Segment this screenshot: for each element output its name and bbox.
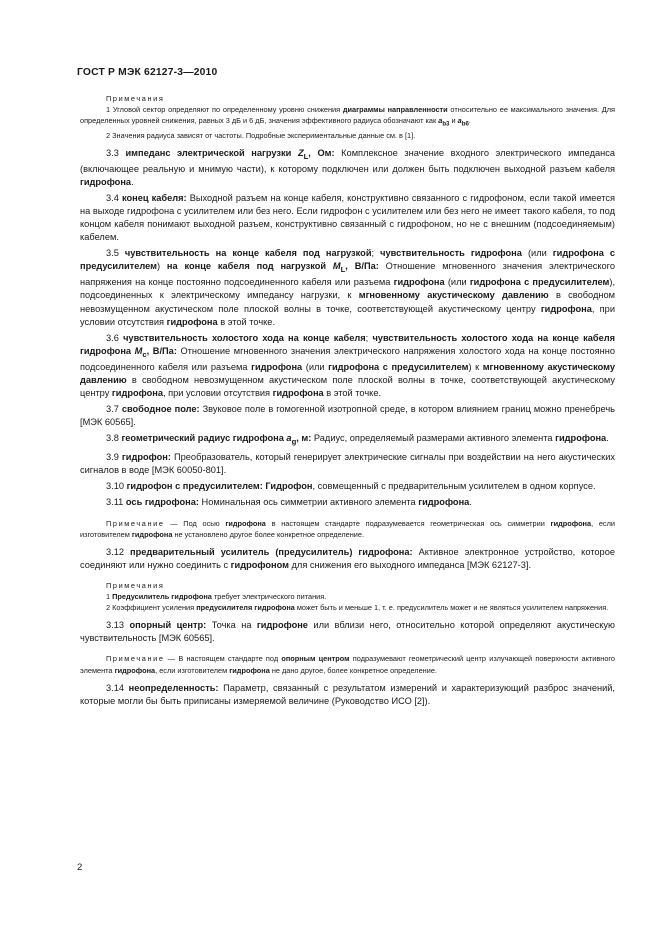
note-axis: Примечание — Под осью гидрофона в настоящем стандарте подразумевается геометрическая ось симметрии гидрофона, если изготовителем гидрофона не установлено другое более конкретное определение. <box>80 518 615 539</box>
note-3-2: 2 Коэффициент усиления предусилителя гидрофона может быть и меньше 1, т. е. предусилитель может и не являться усилителем напряжения. <box>106 603 609 613</box>
term-3-8: 3.8 геометрический радиус гидрофона $a_g$, м: Радиус, определяемый размерами активного элемента гидрофона. <box>106 433 609 447</box>
term-3-10: 3.10 гидрофон с предусилителем: Гидрофон, совмещенный с предварительным усилителем в одном корпусе. <box>106 481 596 492</box>
notes-block-3 <box>80 580 615 613</box>
term-3-11: 3.11 ось гидрофона: Номинальная ось симметрии активного элемента гидрофона. <box>106 497 472 508</box>
term-3-4: 3.4 конец кабеля: Выходной разъем на конце кабеля, конструктивно связанного с гидрофоном, если такой имеется на выходе гидрофона с усилителем или без него. Если гидрофон с усилителем или без него не имеет такого кабеля, то под концом кабеля понимают выходной разъем, конструктивно связанный с гидрофоном, но не с внешним (подсоединяемым) кабелем. <box>80 192 615 243</box>
page-number: 2 <box>77 862 83 873</box>
term-3-5: 3.5 чувствительность на конце кабеля под нагрузкой; чувствительность гидрофона (или гидрофона с предусилителем) на конце кабеля под нагрузкой $M_L$, В/Па: Отношение мгновенного значения электрического напряжения на конце постоянно подсоединенного кабеля или разъема гидрофона (или гидрофона с предусилителем), подсоединенных к электрическому импедансу нагрузки, к мгновенному акустическому давлению в свободном невозмущенном акустическом поле плоской волны в точке, соответствующей акустическому центру гидрофона, при условии отсутствия гидрофона в этой точке. <box>80 248 616 327</box>
term-3-7: 3.7 свободное поле: Звуковое поле в гомогенной изотропной среде, в котором влиянием границ можно пренебречь [МЭК 60565]. <box>80 404 615 428</box>
notes-title: Примечания <box>106 94 165 103</box>
note-1-1: 1 Угловой сектор определяют по определенному уровню снижения диаграммы направленности относительно ее максимального значения. Для определенных уровней снижения, равных 3 дБ и 6 дБ, значения эффективного радиуса обозначают как $a_{b3}$ и $a_{b6}$. <box>80 105 616 128</box>
term-3-12: 3.12 предварительный усилитель (предусилитель) гидрофона: Активное электронное устройство, которое соединяют или нужно соединить с гидрофоном для снижения его выходного импеданса [МЭК 62127-3]. <box>80 546 615 570</box>
note-reference-center: Примечание — В настоящем стандарте под опорным центром подразумевают геометрический центр излучающей поверхности активного элемента гидрофона, если изготовителем гидрофона не дано другое, более конкретное определение. <box>80 654 616 675</box>
term-3-9: 3.9 гидрофон: Преобразователь, который генерирует электрические сигналы при воздействии на него акустических сигналов в воде [МЭК 60050-801]. <box>80 452 615 476</box>
notes-block-1 <box>80 93 615 141</box>
term-3-3: 3.3 импеданс электрической нагрузки $Z_L$, Ом: Комплексное значение входного электрического импеданса (включающее реальную и мнимую части), к которому подключен или должен быть подключен выходной разъем кабеля гидрофона. <box>80 147 615 187</box>
note-3-1: 1 Предусилитель гидрофона требует электрического питания. <box>106 592 327 602</box>
term-3-13: 3.13 опорный центр: Точка на гидрофоне или вблизи него, относительно которой определяют акустическую чувствительность [МЭК 60565]. <box>80 620 615 644</box>
notes-title: Примечания <box>106 580 165 590</box>
term-3-6: 3.6 чувствительность холостого хода на конце кабеля; чувствительность холостого хода на конце кабеля гидрофона $M_c$, В/Па: Отношение мгновенного значения электрического напряжения холостого хода на конце постоянно подсоединенного кабеля или разъема гидрофона (или гидрофона с предусилителем) к мгновенному акустическому давлению в свободном невозмущенном акустическом поле плоской волны в точке, соответствующей акустическому центру гидрофона, при условии отсутствия гидрофона в этой точке. <box>80 332 616 398</box>
document-header: ГОСТ Р МЭК 62127-3—2010 <box>77 67 218 78</box>
notes-block-2 <box>80 518 615 540</box>
note-1-2: 2 Значения радиуса зависят от частоты. Подробные экспериментальные данные см. в [1]. <box>106 130 416 140</box>
term-3-14: 3.14 неопределенность: Параметр, связанный с результатом измерений и характеризующий разброс значений, которые могли бы быть приписаны измеряемой величине (Руководство ИСО [2]). <box>80 682 615 706</box>
notes-block-4 <box>80 653 615 675</box>
document-body <box>80 93 615 708</box>
